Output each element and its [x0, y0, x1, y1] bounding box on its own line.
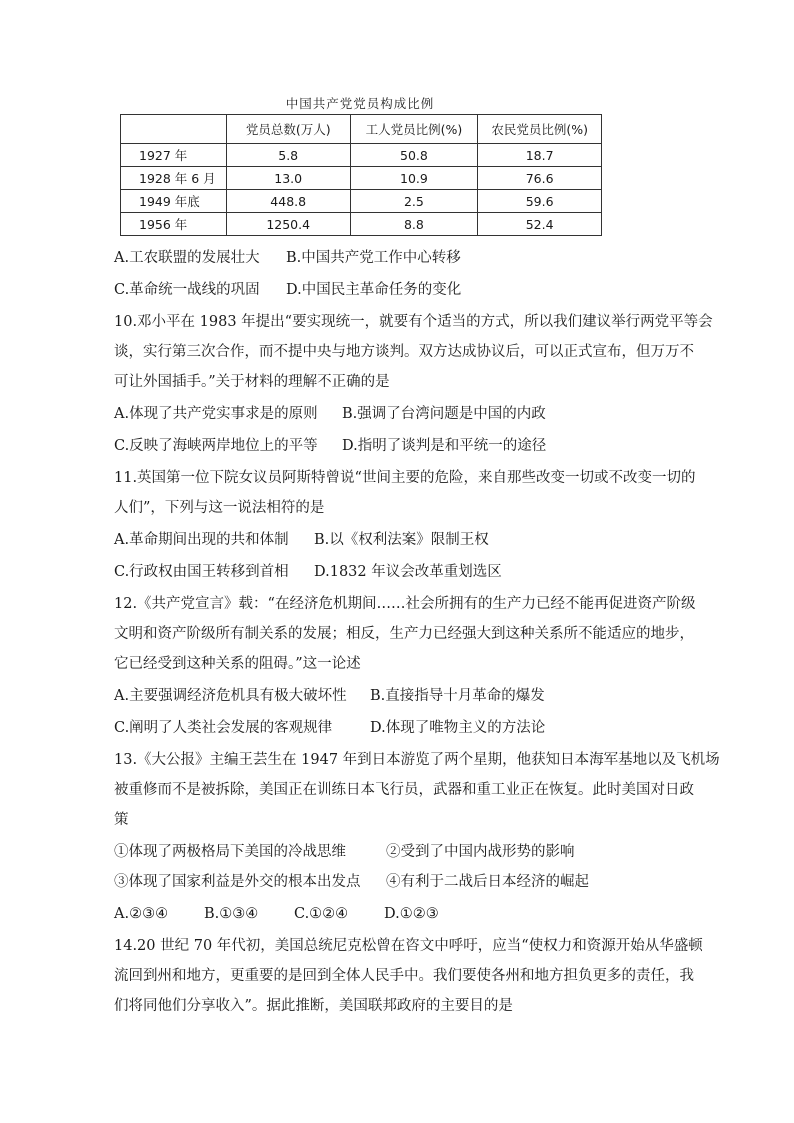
q10-stem-line-1: 10.邓小平在 1983 年提出“要实现统一，就要有个适当的方式，所以我们建议举行两党平等会: [114, 314, 713, 330]
q12-options-row-1: [114, 686, 694, 706]
table-cell: 18.7: [478, 144, 602, 167]
q10-option-a: A.体现了共产党实事求是的原则: [114, 406, 318, 422]
q10-option-d: D.指明了谈判是和平统一的途径: [342, 438, 547, 454]
q14-stem-line-2: 流回到州和地方，更重要的是回到全体人民手中。我们要使各州和地方担负更多的责任，我: [114, 968, 694, 984]
q11-option-b: B.以《权利法案》限制王权: [314, 532, 489, 548]
q10-options-row-2: [114, 436, 694, 456]
table-cell: 52.4: [478, 213, 602, 236]
q9-option-c: C.革命统一战线的巩固: [114, 282, 260, 298]
header-cell: 党员总数(万人): [226, 115, 350, 144]
q13-statements-row-1: [114, 842, 694, 862]
q10-stem-line-2: 谈，实行第三次合作，而不提中央与地方谈判。双方达成协议后，可以正式宣布，但万万不: [114, 344, 694, 360]
q11-options-row-1: [114, 530, 694, 550]
table-title: 中国共产党党员构成比例: [285, 96, 435, 111]
q13-stem-line-2: 被重修而不是被拆除，美国正在训练日本飞行员，武器和重工业正在恢复。此时美国对日政: [114, 782, 694, 798]
q13-statement-2: ②受到了中国内战形势的影响: [386, 844, 575, 860]
q9-option-b: B.中国共产党工作中心转移: [286, 250, 461, 266]
q9-options-row-1: [114, 248, 694, 268]
q13-stem-line-3: 策: [114, 812, 129, 828]
q12-option-c: C.阐明了人类社会发展的客观规律: [114, 720, 333, 736]
q10-stem-line-3: 可让外国插手。”关于材料的理解不正确的是: [114, 374, 390, 390]
q13-statement-1: ①体现了两极格局下美国的冷战思维: [114, 844, 346, 860]
table-cell: 1927 年: [121, 144, 227, 167]
q12-option-b: B.直接指导十月革命的爆发: [370, 688, 545, 704]
party-member-table: [120, 114, 602, 236]
q12-option-d: D.体现了唯物主义的方法论: [370, 720, 546, 736]
q9-option-a: A.工农联盟的发展壮大: [114, 250, 260, 266]
q12-stem-line-2: 文明和资产阶级所有制关系的发展；相反，生产力已经强大到这种关系所不能适应的地步，: [114, 626, 694, 642]
q13-statements-row-2: [114, 872, 694, 892]
q13-option-d: D.①②③: [384, 906, 439, 922]
q12-stem-line-3: 它已经受到这种关系的阻碍。”这一论述: [114, 656, 361, 672]
table-header-row: [121, 115, 602, 144]
table-cell: 448.8: [226, 190, 350, 213]
q11-stem-line-1: 11.英国第一位下院女议员阿斯特曾说“世间主要的危险，来自那些改变一切或不改变一切的: [114, 470, 696, 486]
table-cell: 13.0: [226, 167, 350, 190]
q10-option-b: B.强调了台湾问题是中国的内政: [342, 406, 546, 422]
q13-option-b: B.①③④: [204, 906, 259, 922]
table-cell: 2.5: [350, 190, 478, 213]
table-row: [121, 167, 602, 190]
q12-option-a: A.主要强调经济危机具有极大破坏性: [114, 688, 347, 704]
q12-options-row-2: [114, 718, 694, 738]
q14-stem-line-1: 14.20 世纪 70 年代初，美国总统尼克松曾在咨文中呼吁，应当“使权力和资源开始从华盛顿: [114, 938, 703, 954]
q9-option-d: D.中国民主革命任务的变化: [286, 282, 462, 298]
table-cell: 59.6: [478, 190, 602, 213]
q13-statement-4: ④有利于二战后日本经济的崛起: [386, 874, 589, 890]
q13-stem-line-1: 13.《大公报》主编王芸生在 1947 年到日本游览了两个星期，他获知日本海军基地以及飞机场: [114, 752, 720, 768]
table-cell: 5.8: [226, 144, 350, 167]
q13-statement-3: ③体现了国家利益是外交的根本出发点: [114, 874, 361, 890]
header-cell: 农民党员比例(%): [478, 115, 602, 144]
q10-option-c: C.反映了海峡两岸地位上的平等: [114, 438, 318, 454]
q12-stem-line-1: 12.《共产党宣言》载：“在经济危机期间……社会所拥有的生产力已经不能再促进资产阶级: [114, 596, 696, 612]
header-cell: 工人党员比例(%): [350, 115, 478, 144]
table-cell: 1250.4: [226, 213, 350, 236]
q11-option-a: A.革命期间出现的共和体制: [114, 532, 289, 548]
table-cell: 10.9: [350, 167, 478, 190]
table-row: [121, 190, 602, 213]
table-cell: 1956 年: [121, 213, 227, 236]
q9-options-row-2: [114, 280, 694, 300]
q11-options-row-2: [114, 562, 694, 582]
q11-option-c: C.行政权由国王转移到首相: [114, 564, 289, 580]
q13-option-c: C.①②④: [294, 906, 349, 922]
q14-stem-line-3: 们将同他们分享收入”。据此推断，美国联邦政府的主要目的是: [114, 998, 513, 1014]
header-cell: [121, 115, 227, 144]
q11-stem-line-2: 人们”，下列与这一说法相符的是: [114, 500, 325, 516]
table-row: [121, 144, 602, 167]
table-cell: 1928 年 6 月: [121, 167, 227, 190]
q13-option-a: A.②③④: [114, 906, 169, 922]
table-row: [121, 213, 602, 236]
table-cell: 76.6: [478, 167, 602, 190]
q11-option-d: D.1832 年议会改革重划选区: [314, 564, 502, 580]
q10-options-row-1: [114, 404, 694, 424]
table-cell: 1949 年底: [121, 190, 227, 213]
table-cell: 8.8: [350, 213, 478, 236]
table-cell: 50.8: [350, 144, 478, 167]
